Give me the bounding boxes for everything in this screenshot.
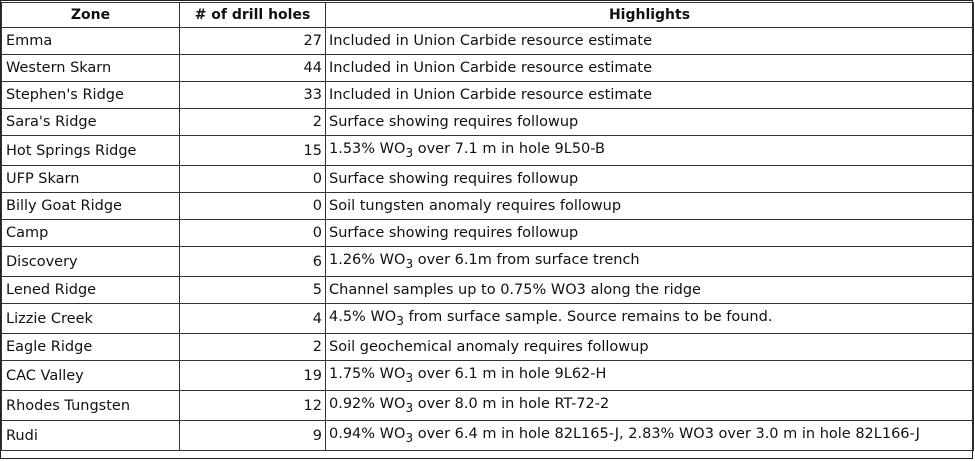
highlights-cell bbox=[326, 136, 974, 166]
drill-holes-cell: 6 bbox=[180, 247, 326, 277]
highlight-text: 0.92% WO bbox=[329, 396, 406, 413]
drill-holes-cell: 12 bbox=[180, 391, 326, 421]
table-row bbox=[2, 304, 974, 334]
highlight-text: Included in Union Carbide resource estimate bbox=[329, 60, 652, 76]
table-row bbox=[2, 55, 974, 82]
highlight-text: Soil geochemical anomaly requires followup bbox=[329, 339, 649, 355]
header-holes: # of drill holes bbox=[180, 3, 326, 28]
highlights-cell bbox=[326, 304, 974, 334]
zone-cell: Camp bbox=[2, 220, 180, 247]
subscript-text: 3 bbox=[405, 145, 414, 160]
table-row bbox=[2, 82, 974, 109]
zone-cell: Sara's Ridge bbox=[2, 109, 180, 136]
zone-cell: Stephen's Ridge bbox=[2, 82, 180, 109]
highlights-cell bbox=[326, 334, 974, 361]
highlights-cell bbox=[326, 391, 974, 421]
subscript-text: 3 bbox=[405, 400, 414, 415]
drill-holes-cell: 33 bbox=[180, 82, 326, 109]
highlights-cell bbox=[326, 109, 974, 136]
highlight-text-continued: over 8.0 m in hole RT-72-2 bbox=[413, 396, 610, 413]
highlights-cell bbox=[326, 193, 974, 220]
highlight-text: 0.94% WO bbox=[329, 426, 406, 443]
subscript-text: 3 bbox=[405, 256, 414, 271]
subscript-text: 3 bbox=[396, 313, 404, 328]
table-row bbox=[2, 361, 974, 391]
zone-cell: Western Skarn bbox=[2, 55, 180, 82]
highlight-text: Surface showing requires followup bbox=[329, 114, 579, 130]
drill-holes-table bbox=[1, 2, 974, 451]
zone-cell: Emma bbox=[2, 28, 180, 55]
highlight-text-continued: over 6.1m from surface trench bbox=[413, 252, 640, 269]
highlight-text: Included in Union Carbide resource estimate bbox=[329, 33, 652, 49]
table-row bbox=[2, 247, 974, 277]
subscript-text: 3 bbox=[405, 430, 414, 445]
drill-holes-cell: 9 bbox=[180, 421, 326, 451]
zone-cell: Lened Ridge bbox=[2, 277, 180, 304]
zone-cell: UFP Skarn bbox=[2, 166, 180, 193]
table-row bbox=[2, 193, 974, 220]
zone-cell: Billy Goat Ridge bbox=[2, 193, 180, 220]
highlights-cell bbox=[326, 361, 974, 391]
highlight-text-continued: over 6.4 m in hole 82L165-J, 2.83% WO3 over 3.0 m in hole 82L166-J bbox=[413, 426, 920, 443]
table-row bbox=[2, 220, 974, 247]
drill-holes-cell: 2 bbox=[180, 109, 326, 136]
highlight-text: Channel samples up to 0.75% WO3 along the ridge bbox=[329, 282, 701, 298]
zone-cell: Discovery bbox=[2, 247, 180, 277]
table-row bbox=[2, 109, 974, 136]
subscript-text: 3 bbox=[405, 370, 414, 385]
highlight-text: 1.75% WO bbox=[329, 366, 406, 383]
table-row bbox=[2, 277, 974, 304]
drill-holes-cell: 0 bbox=[180, 166, 326, 193]
header-highlights: Highlights bbox=[326, 3, 974, 28]
drill-holes-cell: 4 bbox=[180, 304, 326, 334]
zone-cell: Lizzie Creek bbox=[2, 304, 180, 334]
zone-cell: Rudi bbox=[2, 421, 180, 451]
highlights-cell bbox=[326, 55, 974, 82]
highlights-cell bbox=[326, 277, 974, 304]
drill-holes-cell: 0 bbox=[180, 193, 326, 220]
drill-holes-cell: 0 bbox=[180, 220, 326, 247]
highlights-cell bbox=[326, 421, 974, 451]
highlight-text-continued: from surface sample. Source remains to be found. bbox=[403, 309, 773, 326]
highlights-cell bbox=[326, 82, 974, 109]
highlights-cell bbox=[326, 166, 974, 193]
highlight-text: Soil tungsten anomaly requires followup bbox=[329, 198, 622, 214]
zone-cell: CAC Valley bbox=[2, 361, 180, 391]
highlight-text: Surface showing requires followup bbox=[329, 171, 579, 187]
table-row bbox=[2, 334, 974, 361]
drill-holes-cell: 2 bbox=[180, 334, 326, 361]
table-row bbox=[2, 166, 974, 193]
highlight-text: 1.26% WO bbox=[329, 252, 406, 269]
zone-cell: Eagle Ridge bbox=[2, 334, 180, 361]
drill-holes-cell: 27 bbox=[180, 28, 326, 55]
table-row bbox=[2, 136, 974, 166]
highlight-text-continued: over 6.1 m in hole 9L62-H bbox=[413, 366, 607, 383]
drill-holes-cell: 44 bbox=[180, 55, 326, 82]
table-row bbox=[2, 28, 974, 55]
header-row bbox=[2, 3, 974, 28]
drill-holes-cell: 19 bbox=[180, 361, 326, 391]
table-row bbox=[2, 391, 974, 421]
highlight-text: 1.53% WO bbox=[329, 141, 406, 158]
highlights-cell bbox=[326, 28, 974, 55]
table-row bbox=[2, 421, 974, 451]
highlight-text: Surface showing requires followup bbox=[329, 225, 579, 241]
zone-cell: Hot Springs Ridge bbox=[2, 136, 180, 166]
highlights-cell bbox=[326, 247, 974, 277]
zone-cell: Rhodes Tungsten bbox=[2, 391, 180, 421]
header-zone: Zone bbox=[2, 3, 180, 28]
highlight-text: 4.5% WO bbox=[329, 309, 397, 326]
table-body bbox=[2, 28, 974, 451]
highlight-text: Included in Union Carbide resource estimate bbox=[329, 87, 652, 103]
drill-holes-cell: 5 bbox=[180, 277, 326, 304]
highlights-cell bbox=[326, 220, 974, 247]
highlight-text-continued: over 7.1 m in hole 9L50-B bbox=[413, 141, 605, 158]
drill-holes-cell: 15 bbox=[180, 136, 326, 166]
